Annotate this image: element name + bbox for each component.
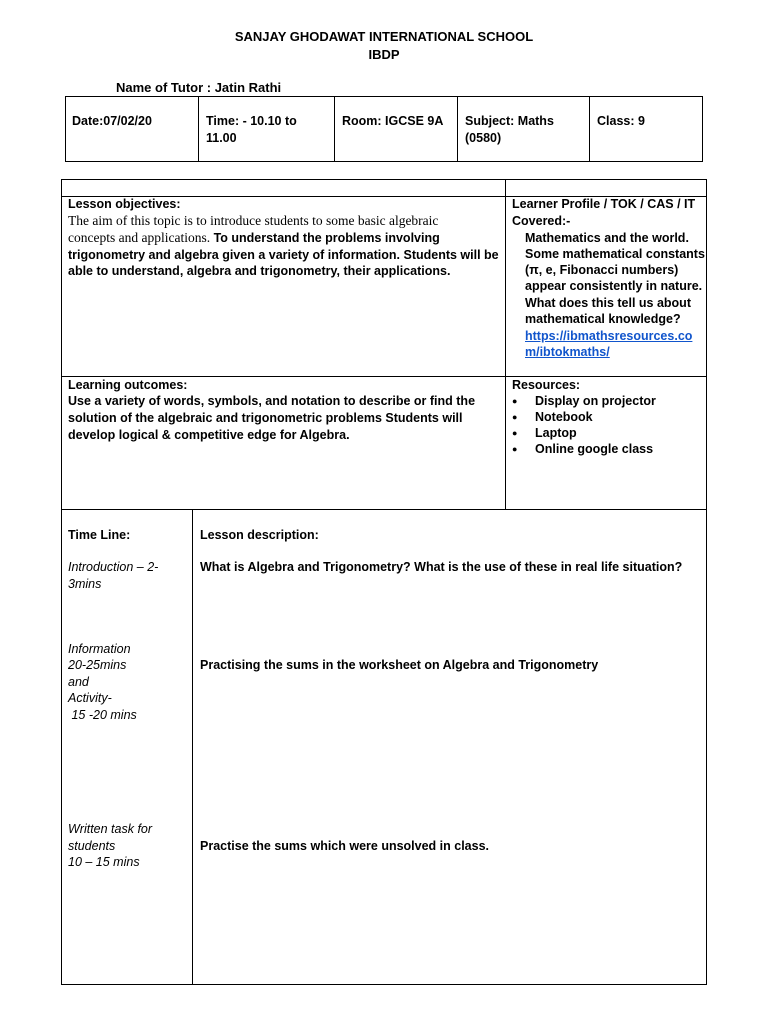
- learner-profile-line: What does this tell us about: [525, 296, 691, 310]
- resource-item: ● Online google class: [512, 441, 656, 457]
- tutor-name: Name of Tutor : Jatin Rathi: [116, 80, 282, 95]
- ibtok-link-line1[interactable]: https://ibmathsresources.co: [525, 329, 693, 343]
- learner-profile-line: appear consistently in nature.: [525, 279, 703, 293]
- resources-heading: Resources:: [512, 378, 581, 392]
- outcomes-line: develop logical & competitive edge for Algebra.: [68, 428, 350, 442]
- timeline-task-line3: 10 – 15 mins: [68, 855, 140, 869]
- programme-name: IBDP: [368, 47, 400, 62]
- objectives-serif-line2: concepts and applications.: [68, 230, 211, 245]
- objectives-text-after-serif: To understand the problems involving: [210, 231, 440, 245]
- objectives-line3: trigonometry and algebra given a variety of information. Students will be: [68, 248, 499, 262]
- objectives-line4: able to understand, algebra and trigonometry, their applications.: [68, 264, 451, 278]
- objectives-heading: Lesson objectives:: [68, 197, 181, 211]
- timeline-info-line4: Activity-: [68, 691, 112, 705]
- learner-profile-covered: Covered:-: [512, 214, 571, 228]
- room-cell: Room: IGCSE 9A: [342, 114, 444, 128]
- timeline-info-line2: 20-25mins: [68, 658, 127, 672]
- subject-cell-line2: (0580): [465, 131, 502, 145]
- objectives-serif-line1: The aim of this topic is to introduce students to some basic algebraic: [68, 213, 439, 228]
- date-cell: Date:07/02/20: [72, 114, 152, 128]
- timeline-task-line2: students: [68, 839, 116, 853]
- resource-item: ● Notebook: [512, 409, 656, 425]
- timeline-info-line3: and: [68, 675, 89, 689]
- learner-profile-line: Some mathematical constants: [525, 247, 705, 261]
- timeline-intro-line1: Introduction – 2-: [68, 560, 159, 574]
- resources-list: [512, 393, 656, 457]
- time-cell-line2: 11.00: [206, 131, 237, 145]
- timeline-info-line5: 15 -20 mins: [68, 708, 137, 722]
- description-activity: Practising the sums in the worksheet on Algebra and Trigonometry: [200, 658, 599, 672]
- learner-profile-heading: Learner Profile / TOK / CAS / IT: [512, 197, 696, 211]
- timeline-heading: Time Line:: [68, 528, 131, 542]
- time-cell-line1: Time: - 10.10 to: [206, 114, 297, 128]
- class-cell: Class: 9: [597, 114, 645, 128]
- outcomes-line: solution of the algebraic and trigonometric problems Students will: [68, 411, 463, 425]
- description-intro: What is Algebra and Trigonometry? What is the use of these in real life situation?: [200, 560, 683, 574]
- school-name: SANJAY GHODAWAT INTERNATIONAL SCHOOL: [234, 29, 534, 44]
- outcomes-line: Use a variety of words, symbols, and notation to describe or find the: [68, 394, 476, 408]
- resource-item: ● Laptop: [512, 425, 656, 441]
- subject-cell-line1: Subject: Maths: [465, 114, 554, 128]
- learner-profile-line: mathematical knowledge?: [525, 312, 681, 326]
- info-table: [65, 96, 703, 162]
- timeline-intro-line2: 3mins: [68, 577, 102, 591]
- description-heading: Lesson description:: [200, 528, 319, 542]
- description-task: Practise the sums which were unsolved in class.: [200, 839, 490, 853]
- timeline-info-line1: Information: [68, 642, 131, 656]
- learner-profile-line: Mathematics and the world.: [525, 231, 689, 245]
- learner-profile-line: (π, e, Fibonacci numbers): [525, 263, 679, 277]
- outcomes-heading: Learning outcomes:: [68, 378, 188, 392]
- objectives-line2: [68, 230, 440, 246]
- ibtok-link-line2[interactable]: m/ibtokmaths/: [525, 345, 610, 359]
- resource-item: ● Display on projector: [512, 393, 656, 409]
- timeline-task-line1: Written task for: [68, 822, 153, 836]
